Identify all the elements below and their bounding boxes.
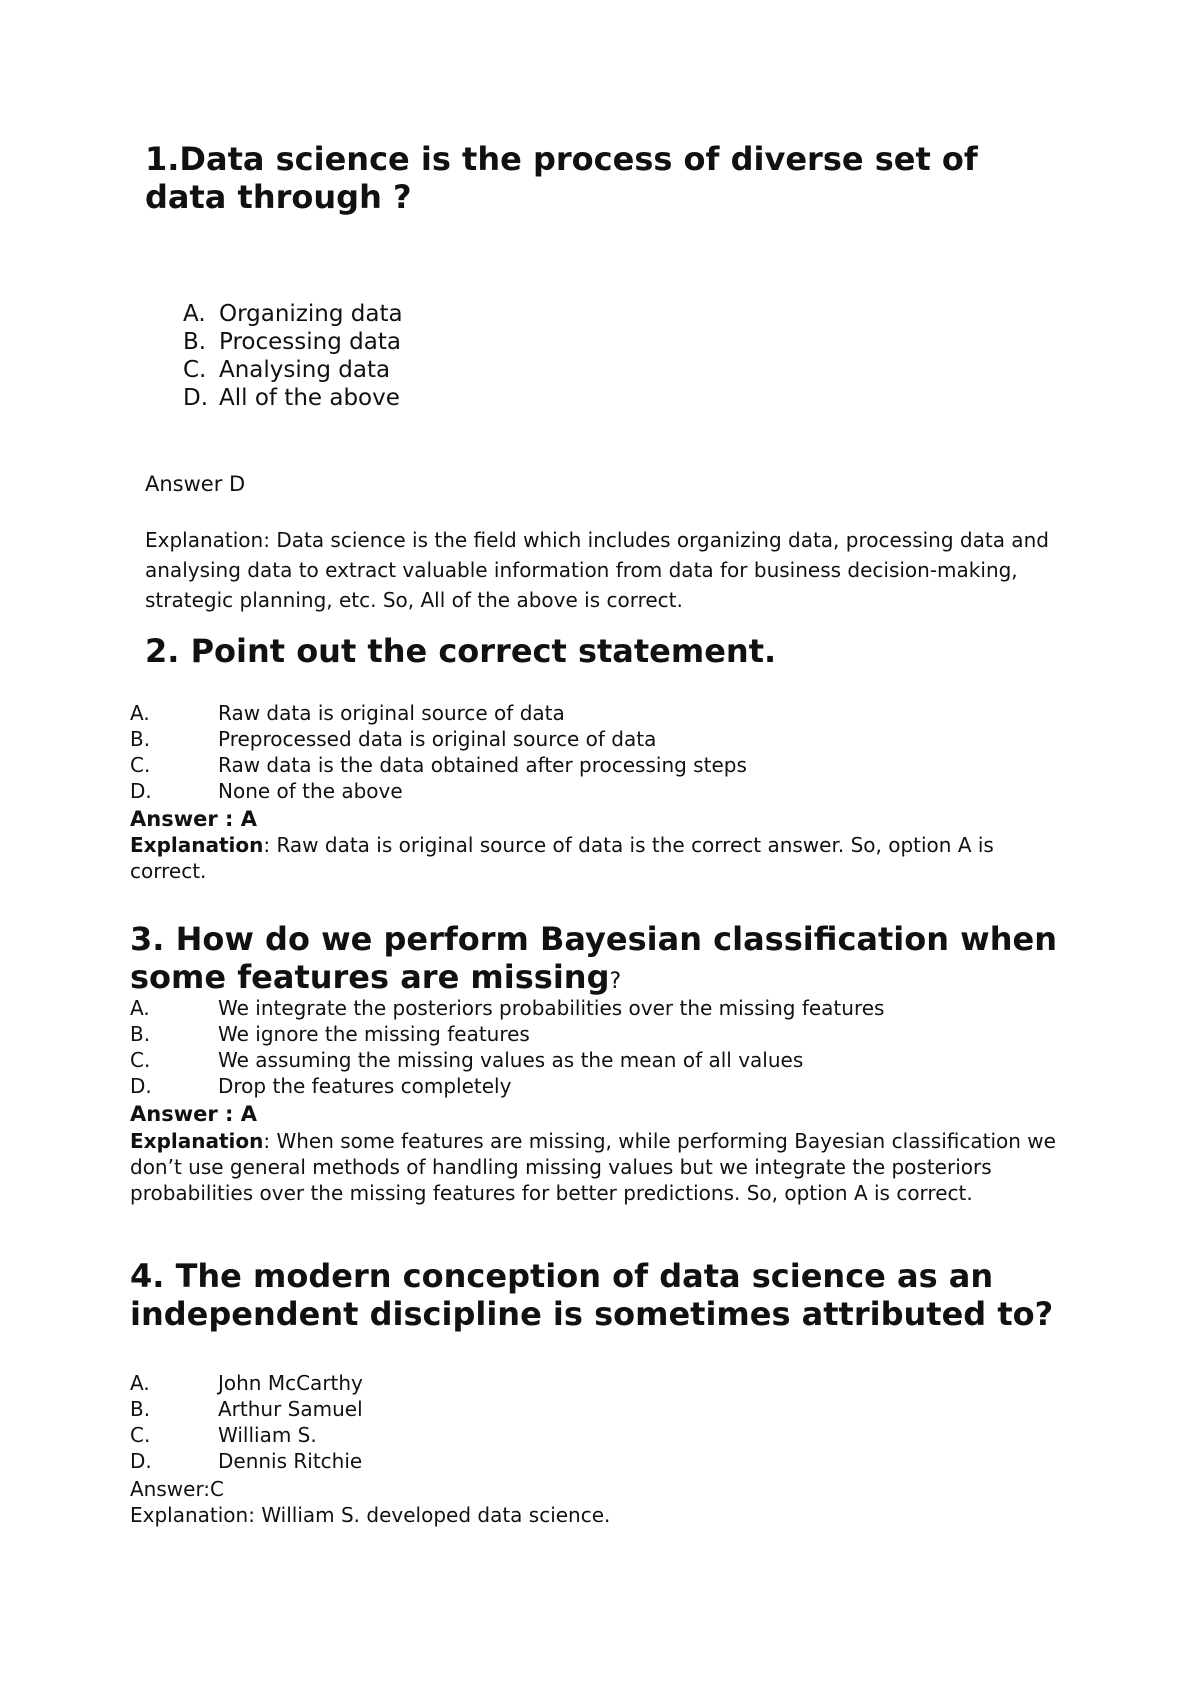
option-letter: A. bbox=[130, 1371, 150, 1395]
option-text: Processing data bbox=[219, 329, 401, 355]
question-2-options bbox=[130, 700, 747, 804]
question-2-answer: Answer : A bbox=[130, 807, 257, 831]
option-item bbox=[130, 1448, 363, 1474]
question-4-title: 4. The modern conception of data science as an independent discipline is sometimes attributed to? bbox=[130, 1257, 1054, 1333]
option-item bbox=[130, 995, 884, 1021]
question-2-explanation bbox=[130, 832, 1070, 884]
option-item bbox=[130, 700, 747, 726]
explanation-text: : When some features are missing, while performing Bayesian classification we don’t use general methods of handling missing values but we integrate the posteriors probabilities over the missing features for better predictions. So, option A is correct. bbox=[130, 1129, 1056, 1205]
question-3-explanation bbox=[130, 1128, 1070, 1206]
option-text: Organizing data bbox=[219, 301, 403, 327]
option-item bbox=[130, 726, 747, 752]
option-text: We integrate the posteriors probabilities over the missing features bbox=[218, 996, 885, 1020]
question-1-title: 1.Data science is the process of diverse set of data through ? bbox=[145, 140, 978, 216]
option-text: Raw data is original source of data bbox=[218, 701, 565, 725]
option-text: Arthur Samuel bbox=[218, 1397, 363, 1421]
option-item bbox=[183, 384, 403, 412]
option-text: Dennis Ritchie bbox=[218, 1449, 363, 1473]
question-4-options bbox=[130, 1370, 363, 1474]
option-text: William S. bbox=[218, 1423, 317, 1447]
option-text: None of the above bbox=[218, 779, 403, 803]
option-text: We assuming the missing values as the mean of all values bbox=[218, 1048, 804, 1072]
question-4-explanation: Explanation: William S. developed data science. bbox=[130, 1503, 611, 1527]
option-letter: A. bbox=[130, 996, 150, 1020]
option-text: Preprocessed data is original source of data bbox=[218, 727, 657, 751]
option-letter: A. bbox=[183, 301, 206, 327]
option-letter: D. bbox=[130, 1449, 152, 1473]
option-text: All of the above bbox=[219, 385, 400, 411]
option-letter: B. bbox=[183, 329, 207, 355]
explanation-label: Explanation bbox=[130, 1129, 264, 1153]
question-3-answer: Answer : A bbox=[130, 1102, 257, 1126]
option-item bbox=[130, 1370, 363, 1396]
option-letter: C. bbox=[183, 357, 207, 383]
option-letter: C. bbox=[130, 1423, 151, 1447]
option-item bbox=[130, 778, 747, 804]
option-item bbox=[130, 1021, 884, 1047]
question-3-title-mark: ? bbox=[609, 969, 622, 994]
option-text: John McCarthy bbox=[218, 1371, 363, 1395]
question-4-answer: Answer:C bbox=[130, 1477, 225, 1501]
explanation-text: : Raw data is original source of data is the correct answer. So, option A is correct. bbox=[130, 833, 994, 883]
option-letter: B. bbox=[130, 1397, 151, 1421]
option-letter: C. bbox=[130, 1048, 151, 1072]
option-item bbox=[130, 752, 747, 778]
question-3-title-text: 3. How do we perform Bayesian classification when some features are missing bbox=[130, 920, 1057, 996]
option-text: We ignore the missing features bbox=[218, 1022, 530, 1046]
question-3-options bbox=[130, 995, 884, 1099]
question-3-title bbox=[130, 920, 1070, 1001]
option-letter: D. bbox=[183, 385, 209, 411]
option-text: Drop the features completely bbox=[218, 1074, 512, 1098]
question-1-explanation: Explanation: Data science is the field which includes organizing data, processing data and analysing data to extract valuable information from data for business decision-making, strategic planning, etc. So, All of the above is correct. bbox=[145, 528, 1049, 612]
option-letter: D. bbox=[130, 1074, 152, 1098]
option-letter: B. bbox=[130, 727, 151, 751]
option-letter: A. bbox=[130, 701, 150, 725]
option-item bbox=[130, 1073, 884, 1099]
question-1-options bbox=[183, 300, 403, 412]
option-letter: D. bbox=[130, 779, 152, 803]
option-item bbox=[130, 1396, 363, 1422]
explanation-label: Explanation bbox=[130, 833, 264, 857]
option-item bbox=[130, 1422, 363, 1448]
option-letter: B. bbox=[130, 1022, 151, 1046]
option-text: Analysing data bbox=[219, 357, 391, 383]
option-item bbox=[183, 356, 403, 384]
question-1-answer: Answer D bbox=[145, 472, 246, 496]
option-letter: C. bbox=[130, 753, 151, 777]
option-item bbox=[183, 300, 403, 328]
option-item bbox=[183, 328, 403, 356]
option-item bbox=[130, 1047, 884, 1073]
option-text: Raw data is the data obtained after processing steps bbox=[218, 753, 747, 777]
question-2-title: 2. Point out the correct statement. bbox=[145, 632, 777, 670]
